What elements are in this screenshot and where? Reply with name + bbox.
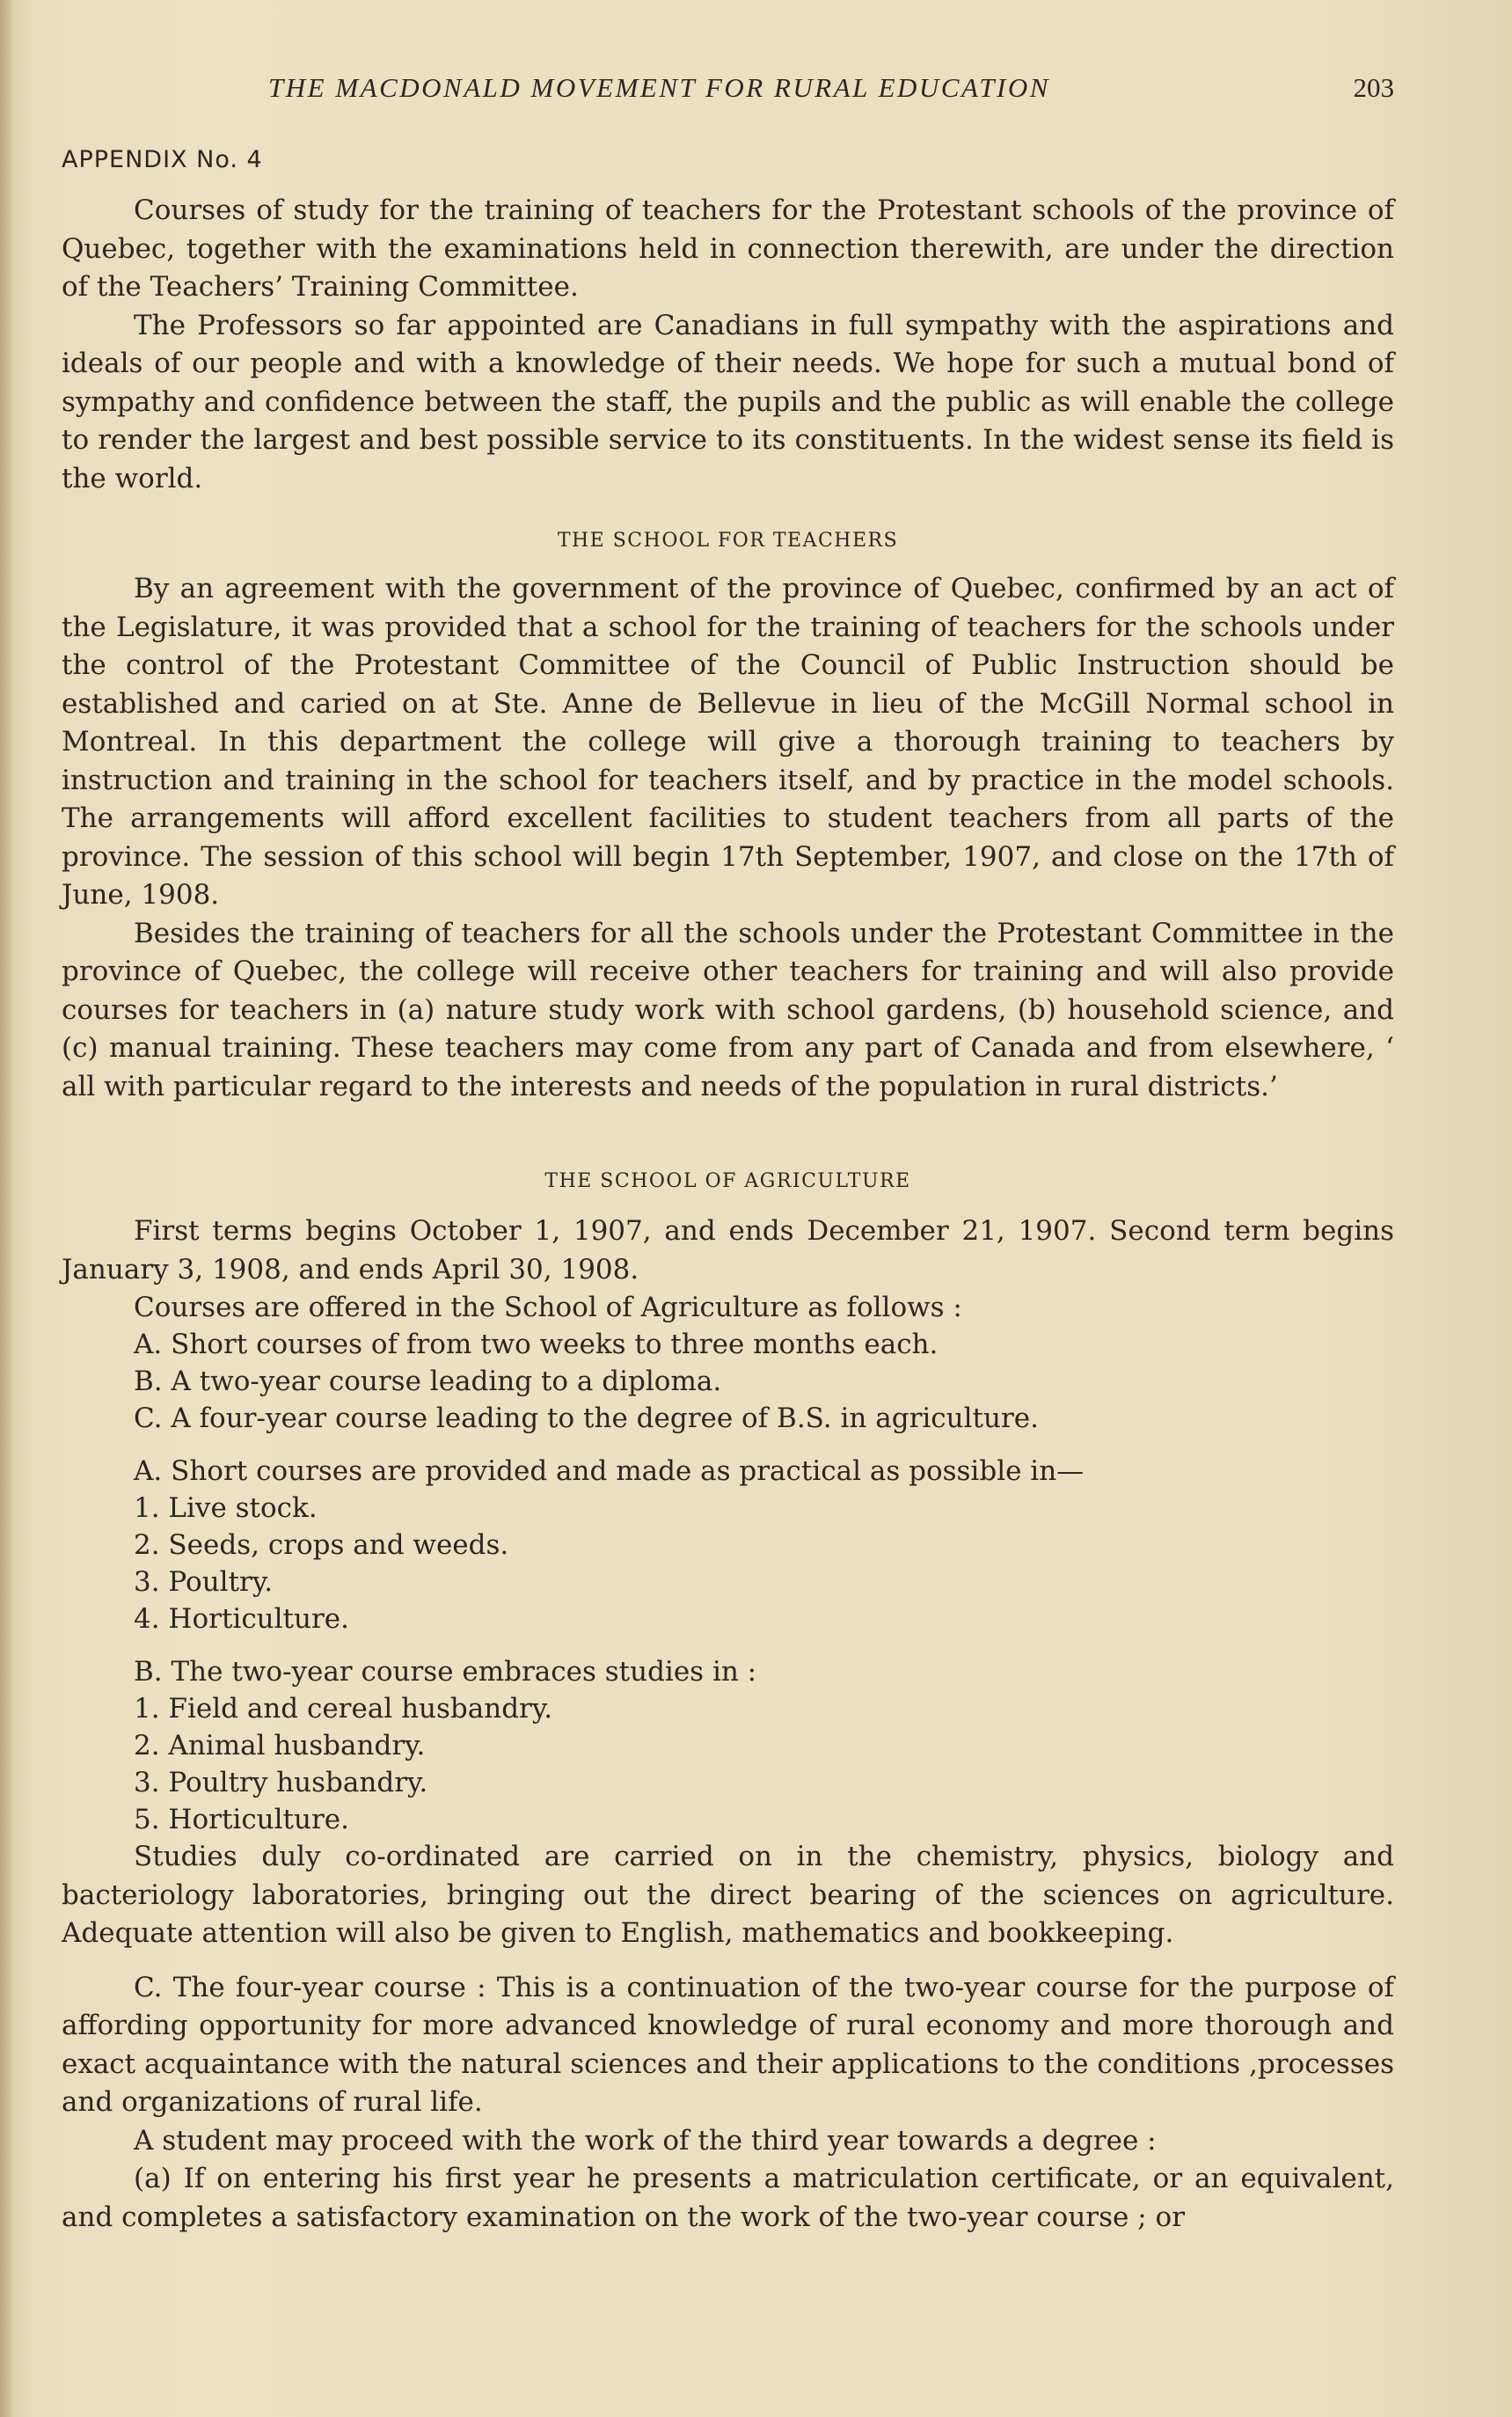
list-item: 4. Horticulture. (134, 1603, 350, 1635)
list-item: 3. Poultry husbandry. (134, 1767, 428, 1798)
short-courses-lead: A. Short courses are provided and made as practical as possible in— (134, 1455, 1085, 1487)
list-item: 3. Poultry. (134, 1566, 274, 1598)
two-year-list (62, 1690, 1394, 1838)
short-courses-list (62, 1490, 1394, 1637)
list-item: 1. Live stock. (134, 1492, 318, 1524)
list-item: C. A four-year course leading to the degree of B.S. in agriculture. (134, 1403, 1039, 1434)
teachers-section (62, 570, 1394, 1106)
terms-paragraph: First terms begins October 1, 1907, and ends December 21, 1907. Second term begins January 3, 1908, and ends April 30, 1908. (62, 1215, 1394, 1285)
proceed-paragraph: A student may proceed with the work of the third year towards a degree : (134, 2124, 1157, 2157)
running-header (62, 72, 1394, 116)
teachers-paragraph-1: By an agreement with the government of the province of Quebec, confirmed by an act of the Legislature, it was provided that a school for the training of teachers for the schools under the control of the Protestant Committee of the Council of Public Instruction should be established and caried on at Ste. Anne de Bellevue in lieu of the McGill Normal school in Montreal. In this department the college will give a thorough training to teachers by instruction and training in the school for teachers itself, and by practice in the model schools. The arrangements will afford excellent facilities to student teachers from all parts of the province. The session of this school will begin 17th September, 1907, and close on the 17th of June, 1908. (62, 573, 1394, 911)
courses-offered-line: Courses are offered in the School of Agriculture as follows : (134, 1292, 962, 1323)
appendix-label: APPENDIX No. 4 (62, 146, 263, 173)
list-item: 5. Horticulture. (134, 1804, 350, 1835)
agriculture-section (62, 1212, 1394, 2237)
page-spine-shadow (0, 0, 12, 2417)
intro-paragraph-2: The Professors so far appointed are Canadians in full sympathy with the aspirations and ideals of our people and with a knowledge of their needs. We hope for such a mutual bond of sympathy and confidence between the staff, the pupils and the public as will enable the college to render the largest and best possible service to its constituents. In the widest sense its field is the world. (62, 309, 1394, 494)
list-item: 2. Seeds, crops and weeds. (134, 1529, 509, 1561)
four-year-paragraph: C. The four-year course : This is a continuation of the two-year course for the purpose of affording opportunity for more advanced knowledge of rural economy and more thorough and exact acquaintance with the natural sciences and their applications to the conditions ,processes and organizations of rural life. (62, 1971, 1394, 2118)
two-year-lead: B. The two-year course embraces studies in : (134, 1656, 757, 1688)
running-title: THE MACDONALD MOVEMENT FOR RURAL EDUCATION (268, 72, 1050, 103)
studies-paragraph: Studies duly co-ordinated are carried on in the chemistry, physics, biology and bacteriology laboratories, bringing out the direct bearing of the sciences on agriculture. Adequate attention will also be given to English, mathematics and bookkeeping. (62, 1841, 1394, 1949)
list-item: 1. Field and cereal husbandry. (134, 1693, 553, 1725)
teachers-heading: THE SCHOOL FOR TEACHERS (557, 530, 899, 552)
intro-paragraph-1: Courses of study for the training of teachers for the Protestant schools of the province of Quebec, together with the examinations held in connection therewith, are under the direction of the Teachers’ Training Committee. (62, 194, 1394, 303)
page-number: 203 (1353, 72, 1394, 103)
list-item: B. A two-year course leading to a diploma. (134, 1366, 722, 1397)
teachers-paragraph-2: Besides the training of teachers for all the schools under the Protestant Committee in the province of Quebec, the college will receive other teachers for training and will also provide courses for teachers in (a) nature study work with school gardens, (b) household science, and (c) manual training. These teachers may come from any part of Canada and from elsewhere, ‘ all with particular regard to the interests and needs of the population in rural districts.’ (62, 917, 1394, 1102)
intro-section (62, 192, 1394, 498)
condition-a-paragraph: (a) If on entering his first year he presents a matriculation certificate, or an equivalent, and completes a satisfactory examination on the work of the two-year course ; or (62, 2163, 1394, 2233)
agriculture-heading: THE SCHOOL OF AGRICULTURE (544, 1170, 911, 1192)
list-item: A. Short courses of from two weeks to three months each. (134, 1329, 939, 1360)
list-item: 2. Animal husbandry. (134, 1730, 426, 1761)
course-types-list (62, 1326, 1394, 1437)
